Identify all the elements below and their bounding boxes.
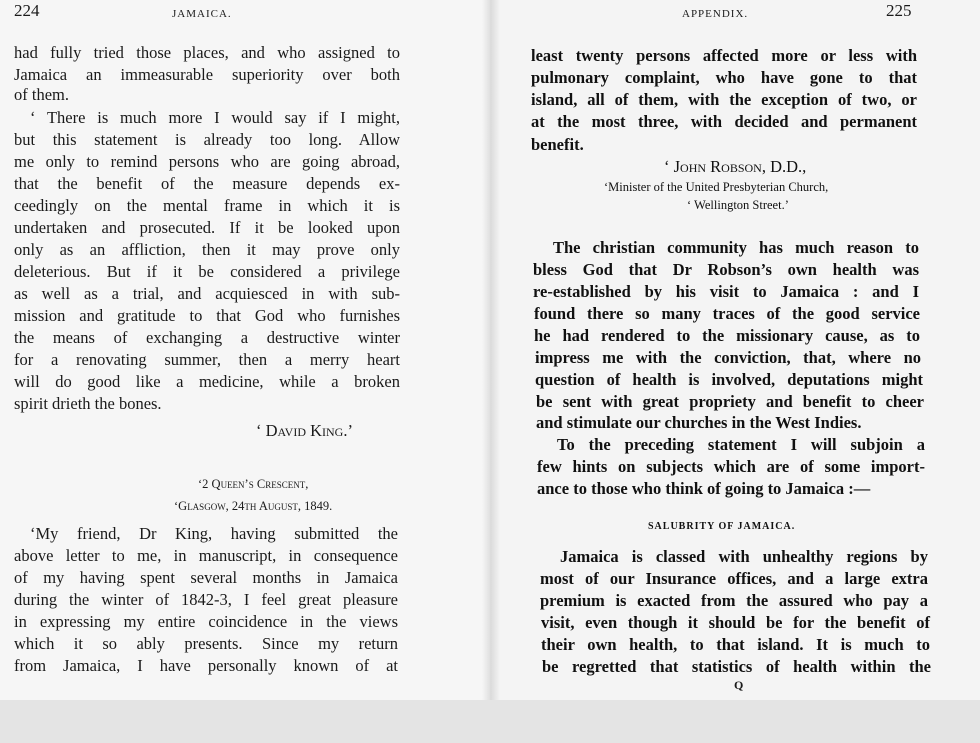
text-line: ‘ There is much more I would say if I might,	[30, 108, 400, 127]
signature-david-king: ‘ David King.’	[256, 421, 353, 440]
text-line: premium is exacted from the assured who pay a	[540, 591, 928, 610]
text-line: of my having spent several months in Jamaica	[14, 568, 398, 587]
section-heading: SALUBRITY OF JAMAICA.	[648, 521, 796, 532]
text-line: during the winter of 1842-3, I feel great pleasure	[14, 590, 398, 609]
right-page-number: 225	[886, 1, 912, 20]
left-page-number: 224	[14, 1, 40, 20]
text-line: ance to those who think of going to Jamaica :—	[537, 479, 871, 498]
left-running-head: JAMAICA.	[172, 8, 232, 20]
text-line: he had rendered to the missionary cause, as to	[534, 326, 920, 345]
text-line: be regretted that statistics of health within the	[542, 657, 931, 676]
text-line: bless God that Dr Robson’s own health was	[533, 260, 919, 279]
text-line: in expressing my entire coincidence in the views	[14, 612, 398, 631]
right-running-head: APPENDIX.	[682, 8, 749, 20]
text-line: visit, even though it should be for the benefit of	[541, 613, 930, 632]
text-line: which it so ably presents. Since my return	[14, 634, 398, 653]
text-line: mission and gratitude to that God who furnishes	[14, 306, 400, 325]
book-gutter	[482, 0, 500, 700]
text-line: as well as a trial, and acquiesced in with sub-	[14, 284, 400, 303]
text-line: the means of exchanging a destructive winter	[14, 328, 400, 347]
text-line: but this statement is already too long. Allow	[14, 130, 400, 149]
signature-mark: Q	[734, 678, 744, 692]
scan-margin	[0, 700, 980, 743]
text-line: undertaken and prosecuted. If it be looked upon	[14, 218, 400, 237]
text-line: deleterious. But if it be considered a privilege	[14, 262, 400, 281]
signature-title: ‘ Wellington Street.’	[687, 198, 789, 212]
signature-title: ‘Minister of the United Presbyterian Church,	[604, 180, 829, 194]
text-line: question of health is involved, deputations might	[535, 370, 923, 389]
text-line: impress me with the conviction, that, where no	[535, 348, 921, 367]
text-line: spirit drieth the bones.	[14, 394, 162, 413]
text-line: most of our Insurance offices, and a large extra	[540, 569, 928, 588]
address-line: ‘2 Queen’s Crescent,	[198, 477, 309, 491]
text-line: had fully tried those places, and who assigned to	[14, 43, 400, 62]
text-line: The christian community has much reason to	[553, 238, 919, 257]
text-line: will do good like a medicine, while a broken	[14, 372, 400, 391]
text-line: that the benefit of the measure depends ex-	[14, 174, 400, 193]
text-line: Jamaica is classed with unhealthy regions by	[560, 547, 928, 566]
address-line: ‘Glasgow, 24th August, 1849.	[174, 499, 333, 513]
text-line: at the most three, with decided and permanent	[531, 112, 917, 131]
text-line: only as an affliction, then it may prove only	[14, 240, 400, 259]
text-line: be sent with great propriety and benefit to cheer	[536, 392, 924, 411]
text-line: benefit.	[531, 135, 584, 154]
text-line: ‘My friend, Dr King, having submitted the	[30, 524, 398, 543]
text-line: few hints on subjects which are of some import-	[537, 457, 925, 476]
text-line: for a renovating summer, then a merry heart	[14, 350, 400, 369]
text-line: Jamaica an immeasurable superiority over both	[14, 65, 400, 84]
text-line: ceedingly on the mental frame in which it is	[14, 196, 400, 215]
text-line: above letter to me, in manuscript, in consequence	[14, 546, 398, 565]
text-line: of them.	[14, 85, 69, 104]
text-line: pulmonary complaint, who have gone to that	[531, 68, 917, 87]
text-line: To the preceding statement I will subjoin a	[557, 435, 925, 454]
text-line: and stimulate our churches in the West Indies.	[536, 413, 862, 432]
text-line: least twenty persons affected more or less with	[531, 46, 917, 65]
text-line: found there so many traces of the good service	[534, 304, 920, 323]
text-line: from Jamaica, I have personally known of at	[14, 656, 398, 675]
signature-john-robson: ‘ John Robson, D.D.,	[664, 157, 807, 176]
text-line: their own health, to that island. It is much to	[541, 635, 930, 654]
text-line: me only to remind persons who are going abroad,	[14, 152, 400, 171]
text-line: re-established by his visit to Jamaica : and I	[533, 282, 919, 301]
text-line: island, all of them, with the exception of two, or	[531, 90, 917, 109]
